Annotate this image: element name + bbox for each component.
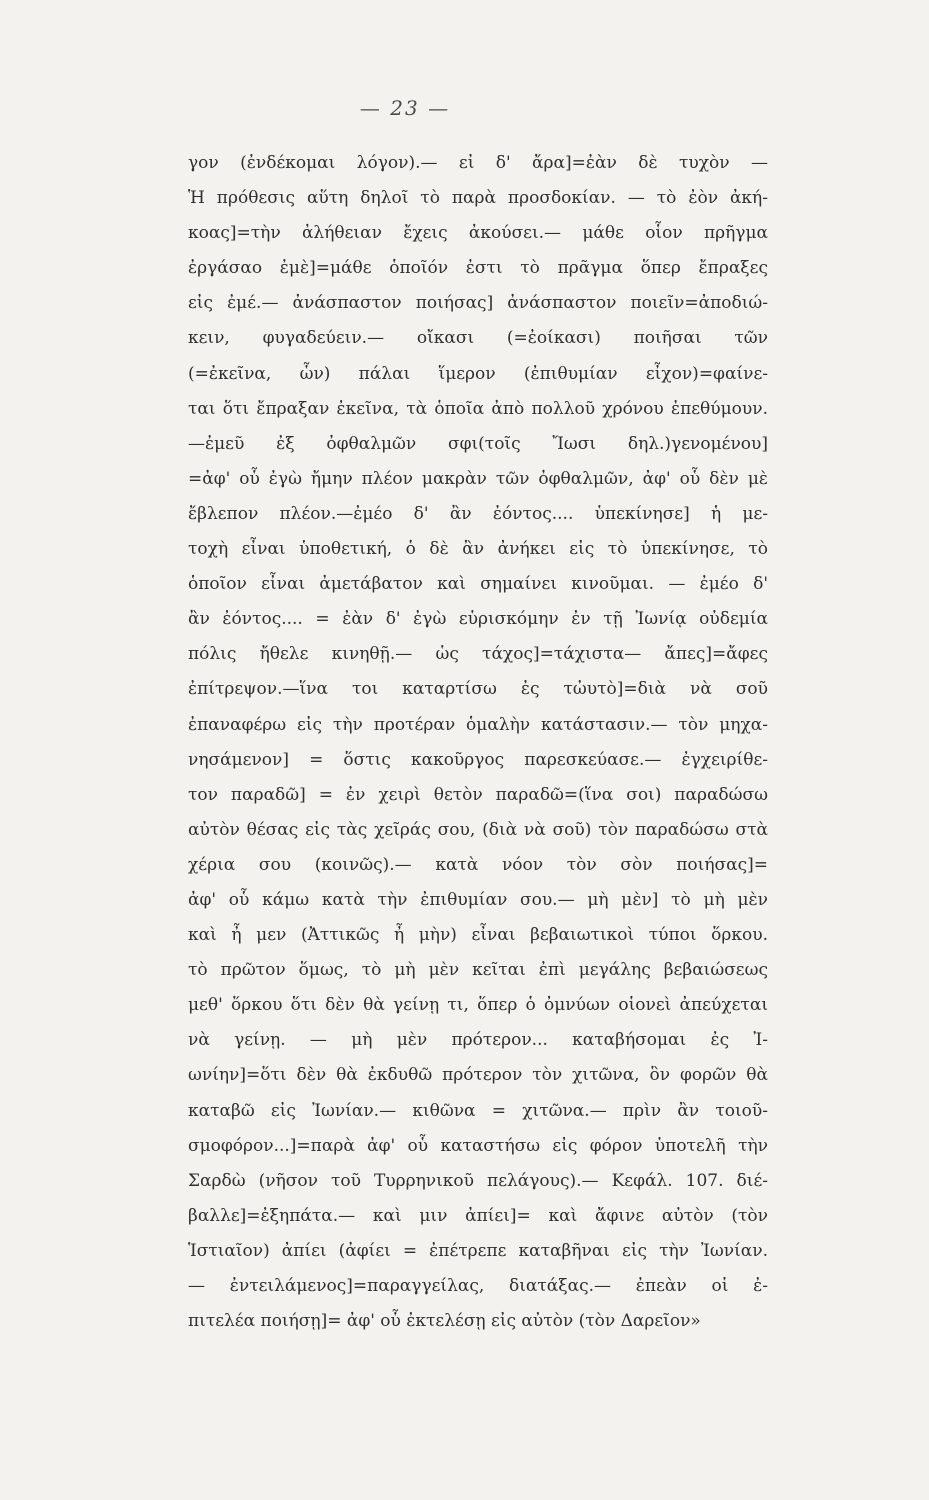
- text-line: εἰς ἐμέ.— ἀνάσπαστον ποιήσας] ἀνάσπαστον ποιεῖν=ἀποδιώ-: [188, 293, 768, 314]
- text-line: μεθ' ὅρκου ὅτι δὲν θὰ γείνῃ τι, ὅπερ ὁ ὀμνύων οἱονεὶ ἀπεύχεται: [188, 995, 768, 1016]
- text-line: —ἐμεῦ ἐξ ὀφθαλμῶν σφι(τοῖς Ἴωσι δηλ.)γενομένου]: [188, 433, 768, 454]
- text-line: ἔβλεπον πλέον.—ἐμέο δ' ἂν ἐόντος.... ὑπεκίνησε] ἡ με-: [188, 503, 768, 524]
- text-line: σμοφόρον...]=παρὰ ἀφ' οὗ καταστήσω εἰς φόρον ὑποτελῆ τὴν: [188, 1135, 768, 1156]
- text-line: πόλις ἤθελε κινηθῇ.— ὡς τάχος]=τάχιστα— ἄπες]=ἄφες: [188, 644, 768, 665]
- text-line: νὰ γείνῃ. — μὴ μὲν πρότερον... καταβήσομαι ἐς Ἰ-: [188, 1030, 768, 1051]
- text-line: ἀφ' οὗ κάμω κατὰ τὴν ἐπιθυμίαν σου.— μὴ μὲν] τὸ μὴ μὲν: [188, 889, 768, 910]
- text-line: καὶ ἦ μεν (Ἀττικῶς ἦ μὴν) εἶναι βεβαιωτικοὶ τύποι ὅρκου.: [188, 925, 768, 946]
- text-line: τοχὴ εἶναι ὑποθετική, ὁ δὲ ἂν ἀνήκει εἰς τὸ ὑπεκίνησε, τὸ: [188, 539, 768, 560]
- text-line: ὁποῖον εἶναι ἀμετάβατον καὶ σημαίνει κινοῦμαι. — ἐμέο δ': [188, 574, 768, 595]
- text-line: ἐπαναφέρω εἰς τὴν προτέραν ὁμαλὴν κατάστασιν.— τὸν μηχα-: [188, 714, 768, 735]
- text-line: ωνίην]=ὅτι δὲν θὰ ἐκδυθῶ πρότερον τὸν χιτῶνα, ὃν φορῶν θὰ: [188, 1065, 768, 1086]
- text-line: γον (ἐνδέκομαι λόγον).— εἰ δ' ἄρα]=ἐὰν δὲ τυχὸν —: [188, 153, 768, 173]
- text-line: καταβῶ εἰς Ἰωνίαν.— κιθῶνα = χιτῶνα.— πρὶν ἂν τοιοῦ-: [188, 1100, 768, 1121]
- text-line: ἂν ἐόντος.... = ἐὰν δ' ἐγὼ εὑρισκόμην ἐν τῇ Ἰωνίᾳ οὐδεμία: [188, 609, 768, 630]
- text-line: Σαρδὼ (νῆσον τοῦ Τυρρηνικοῦ πελάγους).— Κεφάλ. 107. διέ-: [188, 1170, 768, 1191]
- text-line: χέρια σου (κοινῶς).— κατὰ νόον τὸν σὸν ποιήσας]=: [188, 854, 768, 875]
- text-line: Ἱστιαῖον) ἀπίει (ἀφίει = ἐπέτρεπε καταβῆναι εἰς τὴν Ἰωνίαν.: [188, 1240, 768, 1261]
- text-line: τὸ πρῶτον ὅμως, τὸ μὴ μὲν κεῖται ἐπὶ μεγάλης βεβαιώσεως: [188, 960, 768, 981]
- text-line: βαλλε]=ἐξηπάτα.— καὶ μιν ἀπίει]= καὶ ἄφινε αὐτὸν (τὸν: [188, 1205, 768, 1226]
- text-line: κοας]=τὴν ἀλήθειαν ἔχεις ἀκούσει.— μάθε οἷον πρῆγμα: [188, 223, 768, 244]
- text-line: ἐργάσαο ἐμὲ]=μάθε ὁποῖόν ἐστι τὸ πρᾶγμα ὅπερ ἔπραξες: [188, 258, 768, 279]
- text-line: τον παραδῶ] = ἐν χειρὶ θετὸν παραδῶ=(ἵνα σοι) παραδώσω: [188, 784, 768, 805]
- text-line: ἐπίτρεψον.—ἵνα τοι καταρτίσω ἐς τὠυτὸ]=διὰ νὰ σοῦ: [188, 679, 768, 700]
- text-line: πιτελέα ποιήσῃ]= ἀφ' οὗ ἐκτελέσῃ εἰς αὐτὸν (τὸν Δαρεῖον»: [188, 1311, 701, 1332]
- text-line: Ἡ πρόθεσις αὕτη δηλοῖ τὸ παρὰ προσδοκίαν. — τὸ ἐὸν ἀκή-: [188, 188, 768, 209]
- text-line: =ἀφ' οὗ ἐγὼ ἤμην πλέον μακρὰν τῶν ὀφθαλμῶν, ἀφ' οὗ δὲν μὲ: [188, 468, 768, 489]
- commentary-text: [188, 146, 768, 1339]
- text-line: αὐτὸν θέσας εἰς τὰς χεῖράς σου, (διὰ νὰ σοῦ) τὸν παραδώσω στὰ: [188, 819, 768, 840]
- text-line: (=ἐκεῖνα, ὧν) πάλαι ἵμερον (ἐπιθυμίαν εἶχον)=φαίνε-: [188, 363, 768, 384]
- text-line: — ἐντειλάμενος]=παραγγείλας, διατάξας.— ἐπεὰν οἱ ἐ-: [188, 1276, 768, 1296]
- text-line: ται ὅτι ἔπραξαν ἐκεῖνα, τὰ ὁποῖα ἀπὸ πολλοῦ χρόνου ἐπεθύμουν.: [188, 398, 768, 419]
- page-number: — 23 —: [359, 96, 451, 120]
- text-line: κειν, φυγαδεύειν.— οἴκασι (=ἐοίκασι) ποιῆσαι τῶν: [188, 328, 768, 349]
- text-line: νησάμενον] = ὅστις κακοῦργος παρεσκεύασε.— ἐγχειρίθε-: [188, 749, 768, 770]
